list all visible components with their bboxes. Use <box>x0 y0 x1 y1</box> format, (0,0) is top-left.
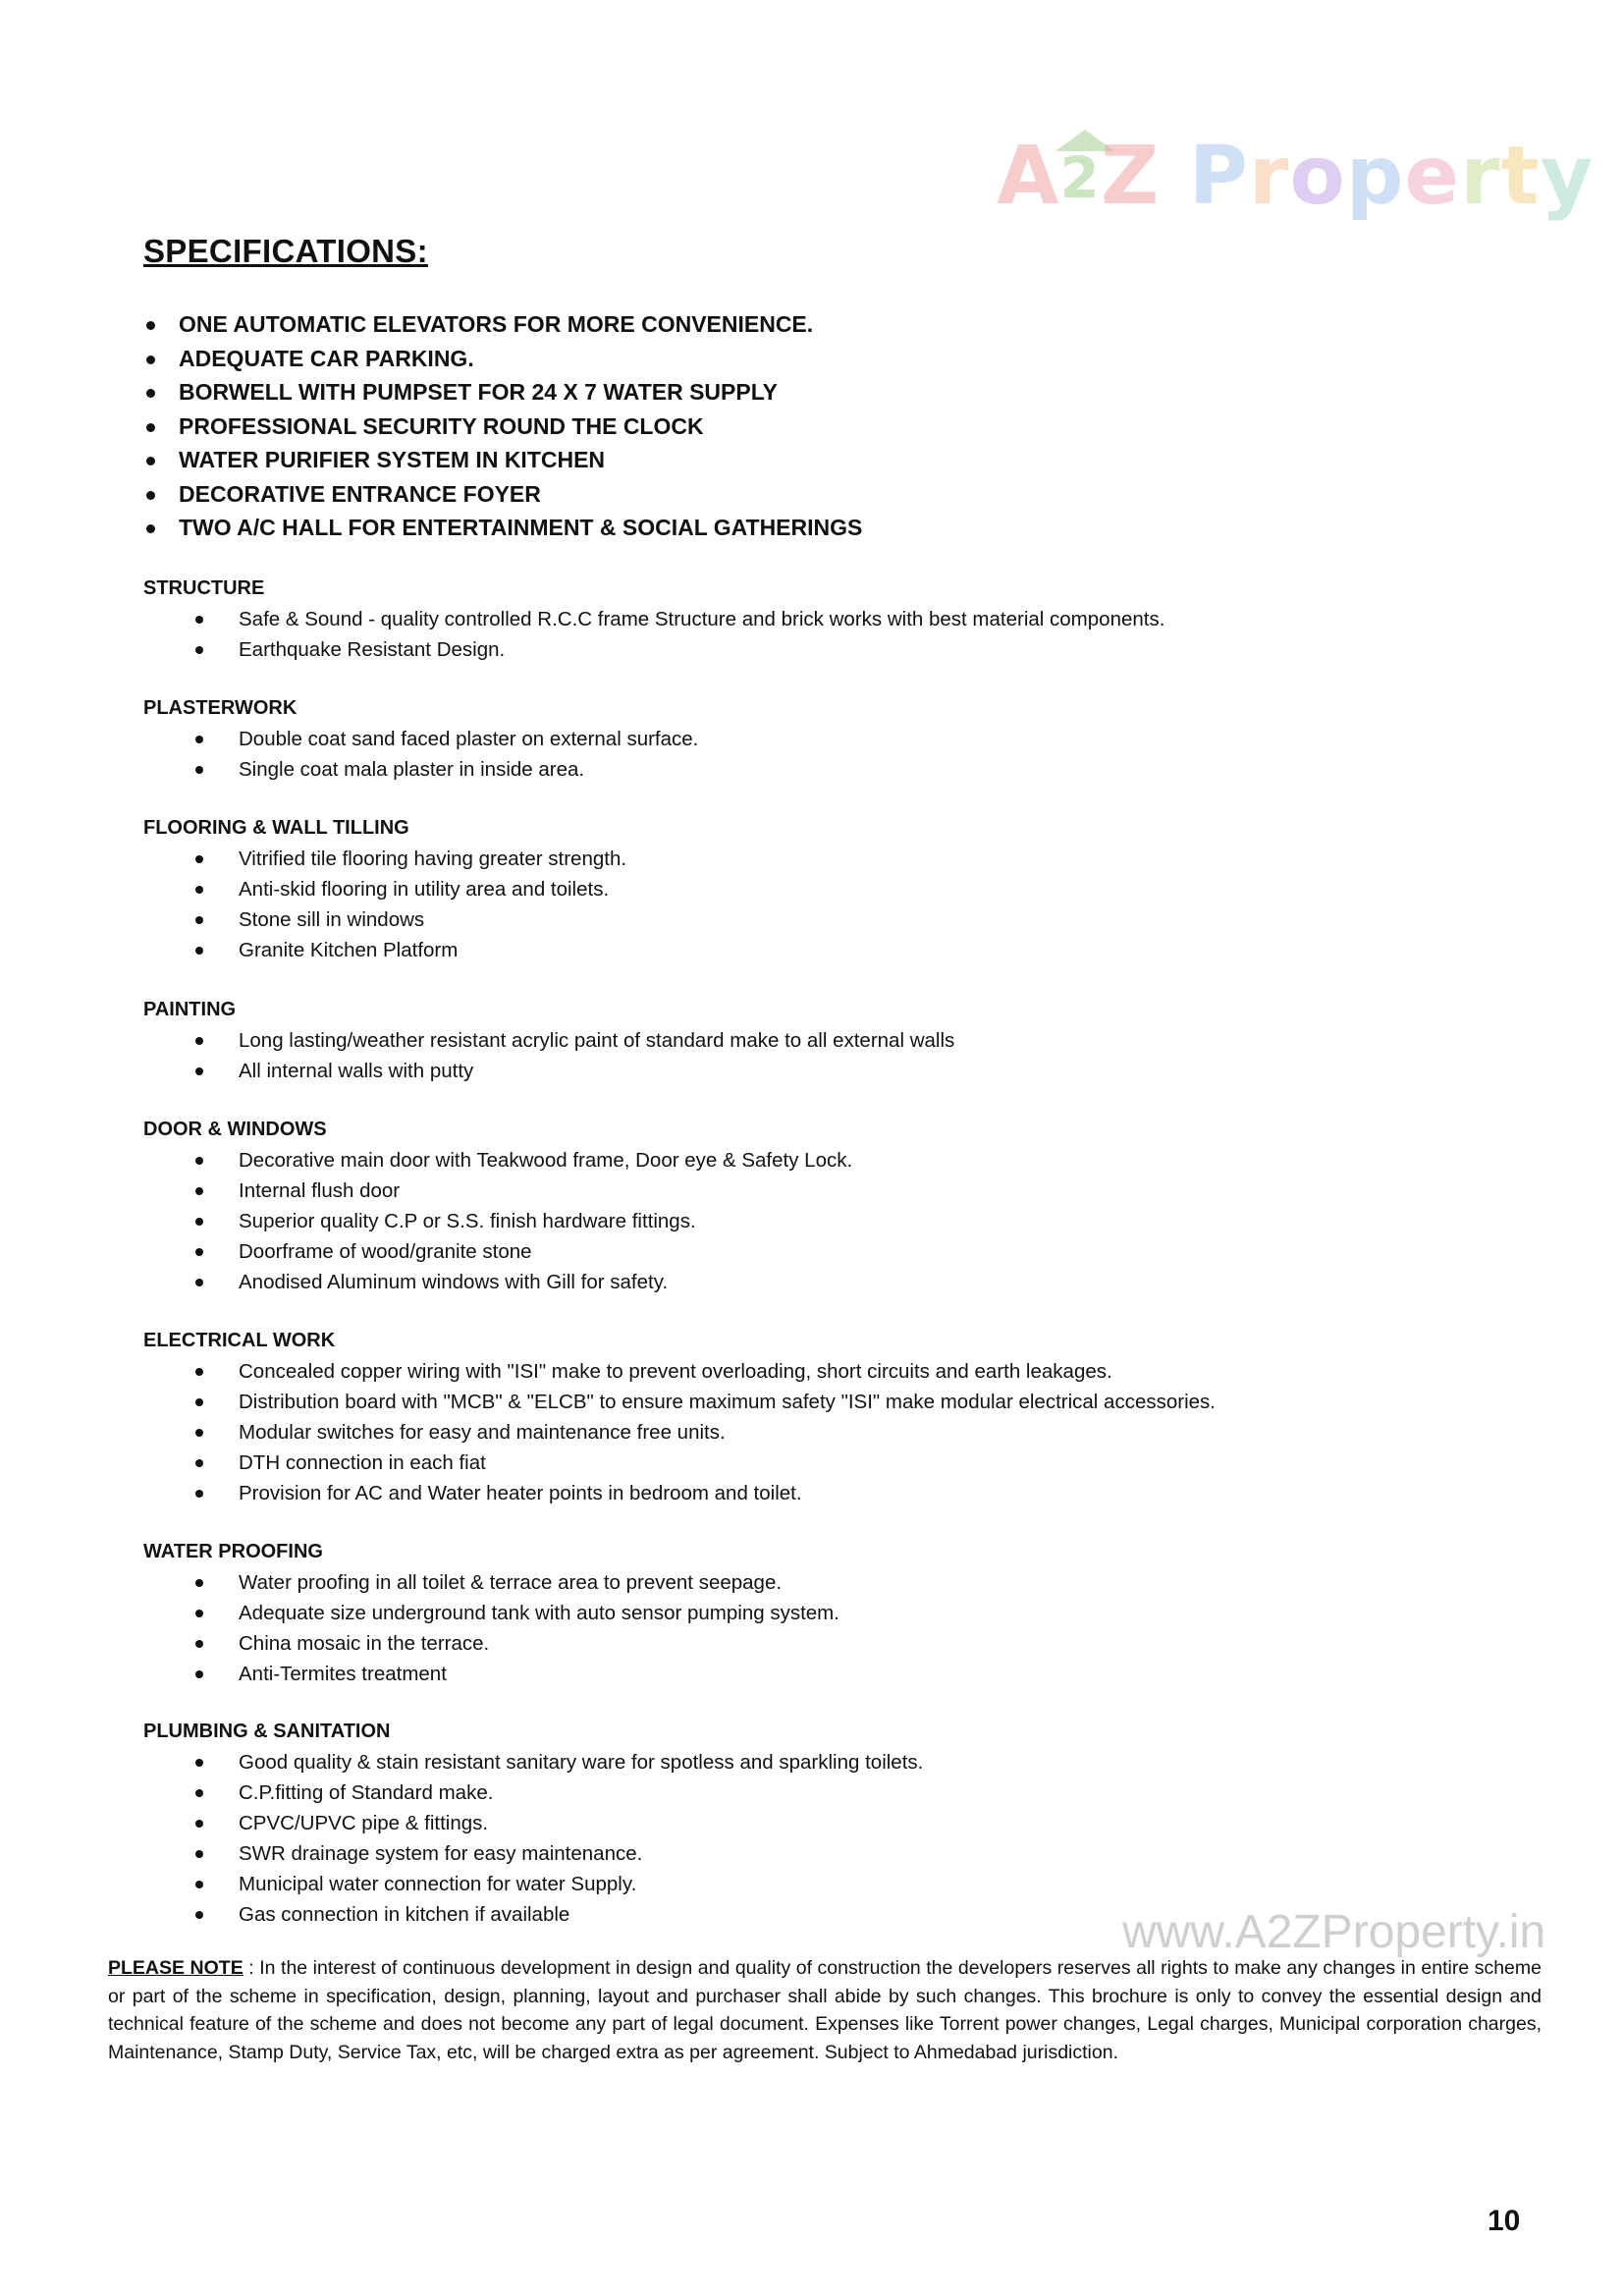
section-list <box>143 724 1518 785</box>
page-title: SPECIFICATIONS: <box>143 233 428 269</box>
section-heading: PLASTERWORK <box>143 697 298 719</box>
disclaimer-note <box>108 1954 1542 2066</box>
section-door-windows <box>143 1115 1518 1297</box>
feature-item: BORWELL WITH PUMPSET FOR 24 X 7 WATER SUPPLY <box>143 375 1322 410</box>
feature-item: ADEQUATE CAR PARKING. <box>143 342 1322 376</box>
list-item: Water proofing in all toilet & terrace area to prevent seepage. <box>143 1567 1518 1598</box>
section-heading: PAINTING <box>143 999 237 1020</box>
section-list <box>143 1145 1518 1297</box>
section-heading: STRUCTURE <box>143 577 265 599</box>
list-item: Internal flush door <box>143 1175 1518 1206</box>
logo-letter: e <box>1404 130 1461 223</box>
section-structure <box>143 574 1518 665</box>
list-item: Good quality & stain resistant sanitary ware for spotless and sparkling toilets. <box>143 1747 1518 1777</box>
section-list <box>143 604 1518 665</box>
section-heading: PLUMBING & SANITATION <box>143 1721 391 1742</box>
section-list <box>143 1356 1518 1508</box>
section-plasterwork <box>143 693 1518 785</box>
list-item: Double coat sand faced plaster on external surface. <box>143 724 1518 754</box>
section-list <box>143 1747 1518 1930</box>
feature-item: PROFESSIONAL SECURITY ROUND THE CLOCK <box>143 410 1322 444</box>
section-heading: FLOORING & WALL TILLING <box>143 817 409 839</box>
list-item: Superior quality C.P or S.S. finish hardware fittings. <box>143 1206 1518 1236</box>
list-item: Provision for AC and Water heater points in bedroom and toilet. <box>143 1478 1518 1508</box>
a2z-property-logo <box>997 130 1595 228</box>
section-list <box>143 1025 1518 1086</box>
list-item: Anti-skid flooring in utility area and toilets. <box>143 874 1518 904</box>
note-text: : In the interest of continuous development in design and quality of construction the developers reserves all rights to make any changes in entire scheme or part of the scheme in specification, design, planning, layout and purchaser shall abide by such changes. This brochure is only to convey the essential design and technical feature of the scheme and does not become any part of legal document. Expenses like Torrent power changes, Legal charges, Municipal corporation charges, Maintenance, Stamp Duty, Service Tax, etc, will be charged extra as per agreement. Subject to Ahmedabad jurisdiction. <box>108 1957 1542 2063</box>
section-heading: WATER PROOFING <box>143 1541 323 1562</box>
list-item: Anti-Termites treatment <box>143 1659 1518 1689</box>
logo-letter: A <box>997 130 1060 223</box>
section-heading: DOOR & WINDOWS <box>143 1119 327 1140</box>
list-item: Granite Kitchen Platform <box>143 935 1518 965</box>
section-painting <box>143 995 1518 1086</box>
list-item: SWR drainage system for easy maintenance. <box>143 1838 1518 1869</box>
list-item: CPVC/UPVC pipe & fittings. <box>143 1808 1518 1838</box>
section-plumbing-sanitation <box>143 1717 1518 1930</box>
list-item: All internal walls with putty <box>143 1056 1518 1086</box>
section-list <box>143 844 1518 965</box>
list-item: Municipal water connection for water Supply. <box>143 1869 1518 1899</box>
logo-letter: Z <box>1100 130 1161 223</box>
feature-item: ONE AUTOMATIC ELEVATORS FOR MORE CONVENIENCE. <box>143 307 1322 342</box>
list-item: Decorative main door with Teakwood frame, Door eye & Safety Lock. <box>143 1145 1518 1175</box>
list-item: Concealed copper wiring with "ISI" make to prevent overloading, short circuits and earth leakages. <box>143 1356 1518 1387</box>
logo-letter: y <box>1540 130 1595 223</box>
list-item: Doorframe of wood/granite stone <box>143 1236 1518 1267</box>
list-item: Safe & Sound - quality controlled R.C.C frame Structure and brick works with best material components. <box>143 604 1518 634</box>
logo-letter: p <box>1345 130 1405 223</box>
section-water-proofing <box>143 1537 1518 1689</box>
section-list <box>143 1567 1518 1689</box>
list-item: DTH connection in each fiat <box>143 1448 1518 1478</box>
list-item: Adequate size underground tank with auto sensor pumping system. <box>143 1598 1518 1628</box>
feature-item: WATER PURIFIER SYSTEM IN KITCHEN <box>143 443 1322 477</box>
list-item: Long lasting/weather resistant acrylic paint of standard make to all external walls <box>143 1025 1518 1056</box>
list-item: C.P.fitting of Standard make. <box>143 1777 1518 1808</box>
section-electrical-work <box>143 1326 1518 1508</box>
page-number: 10 <box>1488 2205 1521 2237</box>
logo-letter: P <box>1188 130 1249 223</box>
logo-letter: o <box>1289 130 1346 223</box>
list-item: China mosaic in the terrace. <box>143 1628 1518 1659</box>
logo-letter: t <box>1500 130 1541 223</box>
feature-item: TWO A/C HALL FOR ENTERTAINMENT & SOCIAL GATHERINGS <box>143 511 1322 545</box>
list-item: Stone sill in windows <box>143 904 1518 935</box>
list-item: Distribution board with "MCB" & "ELCB" to ensure maximum safety "ISI" make modular electrical accessories. <box>143 1387 1518 1417</box>
list-item: Single coat mala plaster in inside area. <box>143 754 1518 785</box>
feature-item: DECORATIVE ENTRANCE FOYER <box>143 477 1322 512</box>
logo-letter: r <box>1460 130 1501 223</box>
section-flooring <box>143 813 1518 965</box>
list-item: Anodised Aluminum windows with Gill for safety. <box>143 1267 1518 1297</box>
feature-list <box>143 307 1322 545</box>
list-item: Modular switches for easy and maintenance free units. <box>143 1417 1518 1448</box>
list-item: Earthquake Resistant Design. <box>143 634 1518 665</box>
logo-letter: r <box>1248 130 1290 223</box>
note-label: PLEASE NOTE <box>108 1957 243 1979</box>
list-item: Vitrified tile flooring having greater strength. <box>143 844 1518 874</box>
section-heading: ELECTRICAL WORK <box>143 1330 336 1351</box>
logo-letter: 2 <box>1059 144 1101 211</box>
website-watermark: www.A2ZProperty.in <box>1122 1906 1546 1958</box>
list-item: Gas connection in kitchen if available <box>143 1899 1518 1930</box>
